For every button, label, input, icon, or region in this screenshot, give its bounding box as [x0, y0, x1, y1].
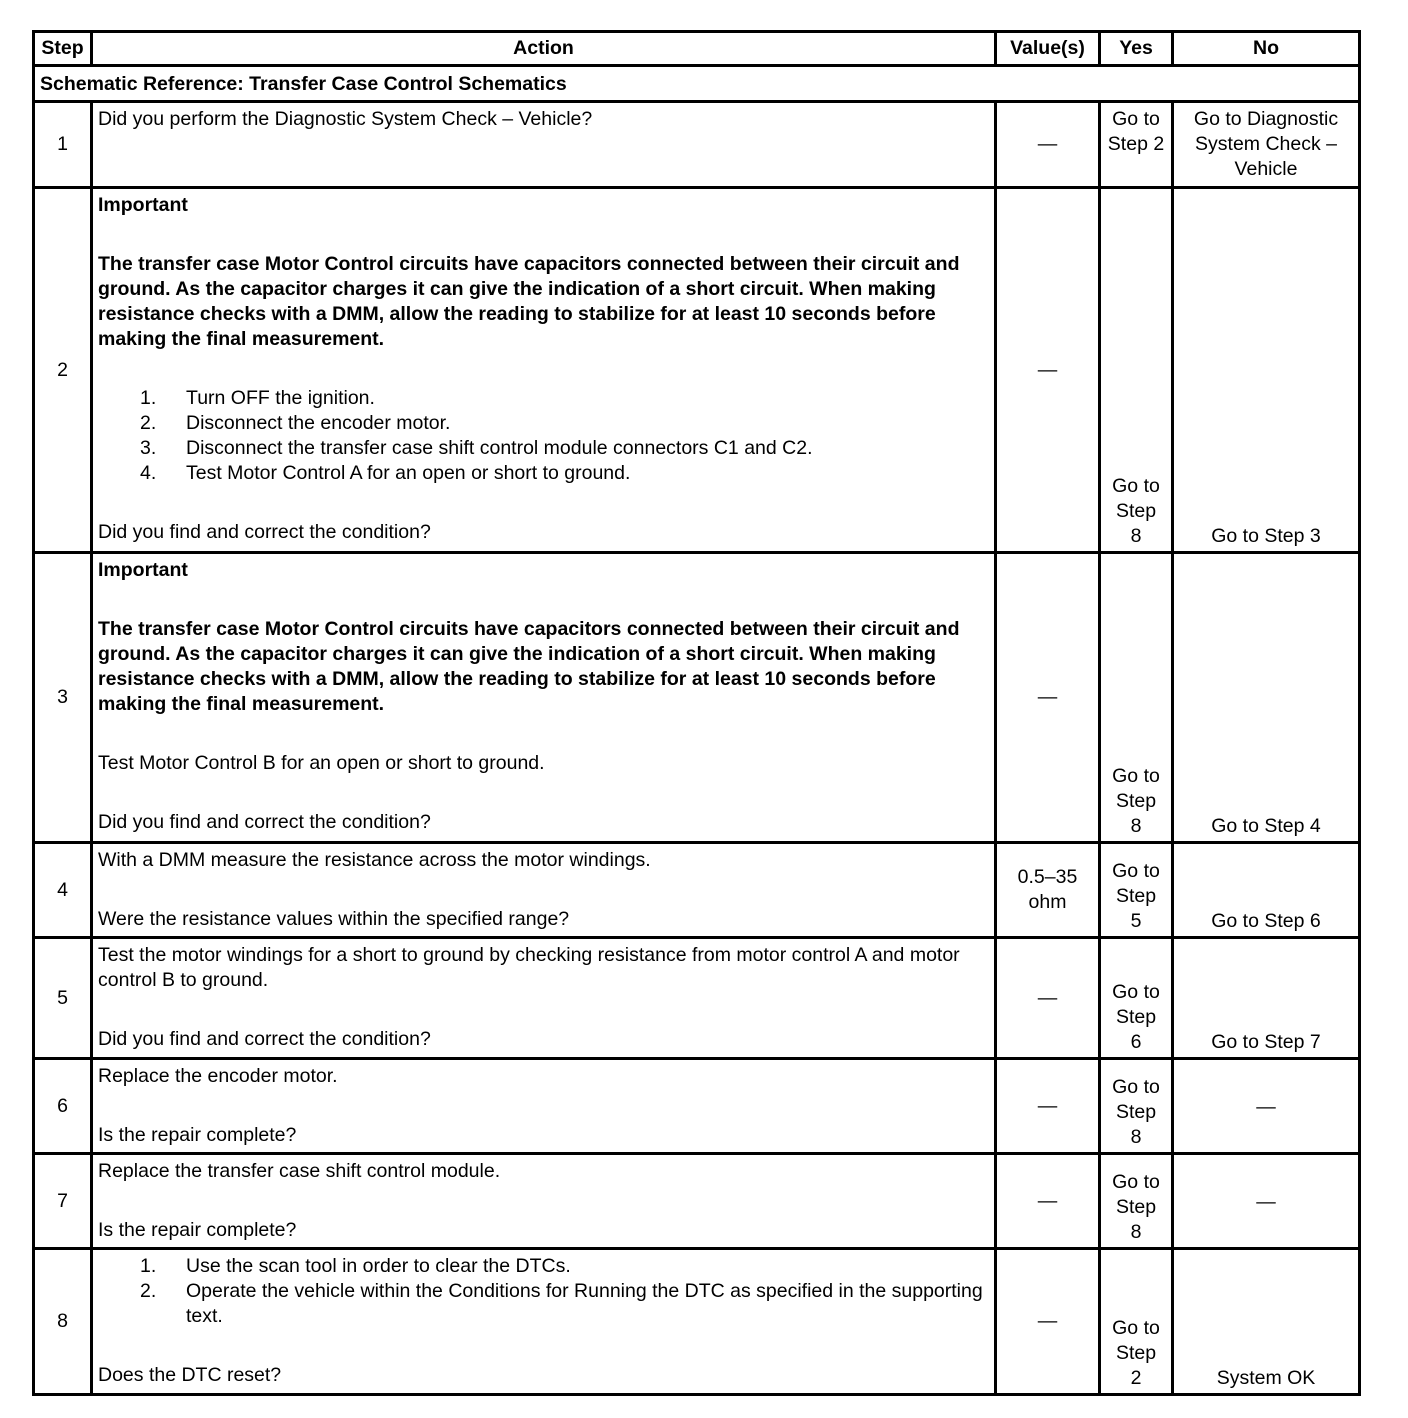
table-row [34, 938, 1360, 1059]
yes-cell: Go to Step 8 [1100, 1154, 1173, 1249]
action-cell [92, 1059, 996, 1154]
list-item: 1. Turn OFF the ignition. [140, 387, 375, 409]
no-cell: Go to Step 4 [1173, 553, 1360, 843]
action-question: Is the repair complete? [98, 1219, 297, 1241]
yes-cell: Go to Step 2 [1100, 1249, 1173, 1395]
action-cell [92, 938, 996, 1059]
action-instruction: Replace the encoder motor. [98, 1065, 338, 1087]
no-cell: Go to Diagnostic System Check – Vehicle [1173, 102, 1360, 188]
value-cell: — [996, 1154, 1100, 1249]
list-item: 4. Test Motor Control A for an open or short to ground. [140, 462, 631, 484]
important-text: The transfer case Motor Control circuits have capacitors connected between their circuit and ground. As the capacitor charges it can give the indication of a short circuit. When making resistance checks with a DMM, allow the reading to stabilize for at least 10 seconds before making the final measurement. [98, 618, 960, 715]
step-number: 6 [34, 1059, 92, 1154]
header-step: Step [34, 32, 92, 66]
header-action: Action [92, 32, 996, 66]
step-number: 8 [34, 1249, 92, 1395]
yes-cell: Go to Step 5 [1100, 843, 1173, 938]
step-number: 1 [34, 102, 92, 188]
value-cell: — [996, 1249, 1100, 1395]
action-question: Were the resistance values within the specified range? [98, 908, 570, 930]
yes-cell: Go to Step 8 [1100, 553, 1173, 843]
action-instruction: Test the motor windings for a short to ground by checking resistance from motor control A and motor control B to ground. [98, 944, 960, 991]
action-question: Did you find and correct the condition? [98, 811, 431, 833]
action-cell [92, 102, 996, 188]
action-instruction: With a DMM measure the resistance across the motor windings. [98, 849, 651, 871]
value-cell: — [996, 1059, 1100, 1154]
action-question: Did you perform the Diagnostic System Check – Vehicle? [98, 108, 593, 130]
action-cell [92, 1249, 996, 1395]
procedure-list [98, 1254, 986, 1329]
table-row [34, 553, 1360, 843]
list-item: 1. Use the scan tool in order to clear the DTCs. [140, 1255, 571, 1277]
step-number: 3 [34, 553, 92, 843]
schematic-reference-row [34, 66, 1360, 102]
table-row [34, 188, 1360, 553]
header-row [34, 32, 1360, 66]
schematic-reference: Schematic Reference: Transfer Case Control Schematics [34, 66, 1360, 102]
list-item: 2. Operate the vehicle within the Conditions for Running the DTC as specified in the supporting text. [140, 1280, 983, 1327]
important-title: Important [98, 559, 188, 581]
header-yes: Yes [1100, 32, 1173, 66]
table-row [34, 843, 1360, 938]
table-row [34, 1154, 1360, 1249]
value-cell: — [996, 553, 1100, 843]
action-instruction: Replace the transfer case shift control module. [98, 1160, 501, 1182]
no-cell: System OK [1173, 1249, 1360, 1395]
value-cell: — [996, 188, 1100, 553]
value-cell: — [996, 102, 1100, 188]
value-cell: 0.5–35 ohm [996, 843, 1100, 938]
action-cell [92, 843, 996, 938]
table-row [34, 1249, 1360, 1395]
no-cell: Go to Step 3 [1173, 188, 1360, 553]
no-cell: — [1173, 1059, 1360, 1154]
diagnostic-table [32, 30, 1361, 1396]
step-number: 5 [34, 938, 92, 1059]
table-row [34, 1059, 1360, 1154]
table-row [34, 102, 1360, 188]
action-instruction: Test Motor Control B for an open or short to ground. [98, 752, 545, 774]
no-cell: Go to Step 6 [1173, 843, 1360, 938]
action-question: Does the DTC reset? [98, 1364, 282, 1386]
list-item: 3. Disconnect the transfer case shift control module connectors C1 and C2. [140, 437, 813, 459]
action-cell [92, 1154, 996, 1249]
no-cell: — [1173, 1154, 1360, 1249]
step-number: 2 [34, 188, 92, 553]
yes-cell: Go to Step 8 [1100, 1059, 1173, 1154]
action-question: Did you find and correct the condition? [98, 1028, 431, 1050]
step-number: 7 [34, 1154, 92, 1249]
important-title: Important [98, 194, 188, 216]
important-text: The transfer case Motor Control circuits have capacitors connected between their circuit and ground. As the capacitor charges it can give the indication of a short circuit. When making resistance checks with a DMM, allow the reading to stabilize for at least 10 seconds before making the final measurement. [98, 253, 960, 350]
procedure-list [98, 386, 986, 486]
action-cell [92, 188, 996, 553]
no-cell: Go to Step 7 [1173, 938, 1360, 1059]
step-number: 4 [34, 843, 92, 938]
action-cell [92, 553, 996, 843]
action-question: Did you find and correct the condition? [98, 521, 431, 543]
list-item: 2. Disconnect the encoder motor. [140, 412, 451, 434]
header-values: Value(s) [996, 32, 1100, 66]
action-question: Is the repair complete? [98, 1124, 297, 1146]
yes-cell: Go to Step 8 [1100, 188, 1173, 553]
yes-cell: Go to Step 2 [1100, 102, 1173, 188]
yes-cell: Go to Step 6 [1100, 938, 1173, 1059]
value-cell: — [996, 938, 1100, 1059]
header-no: No [1173, 32, 1360, 66]
